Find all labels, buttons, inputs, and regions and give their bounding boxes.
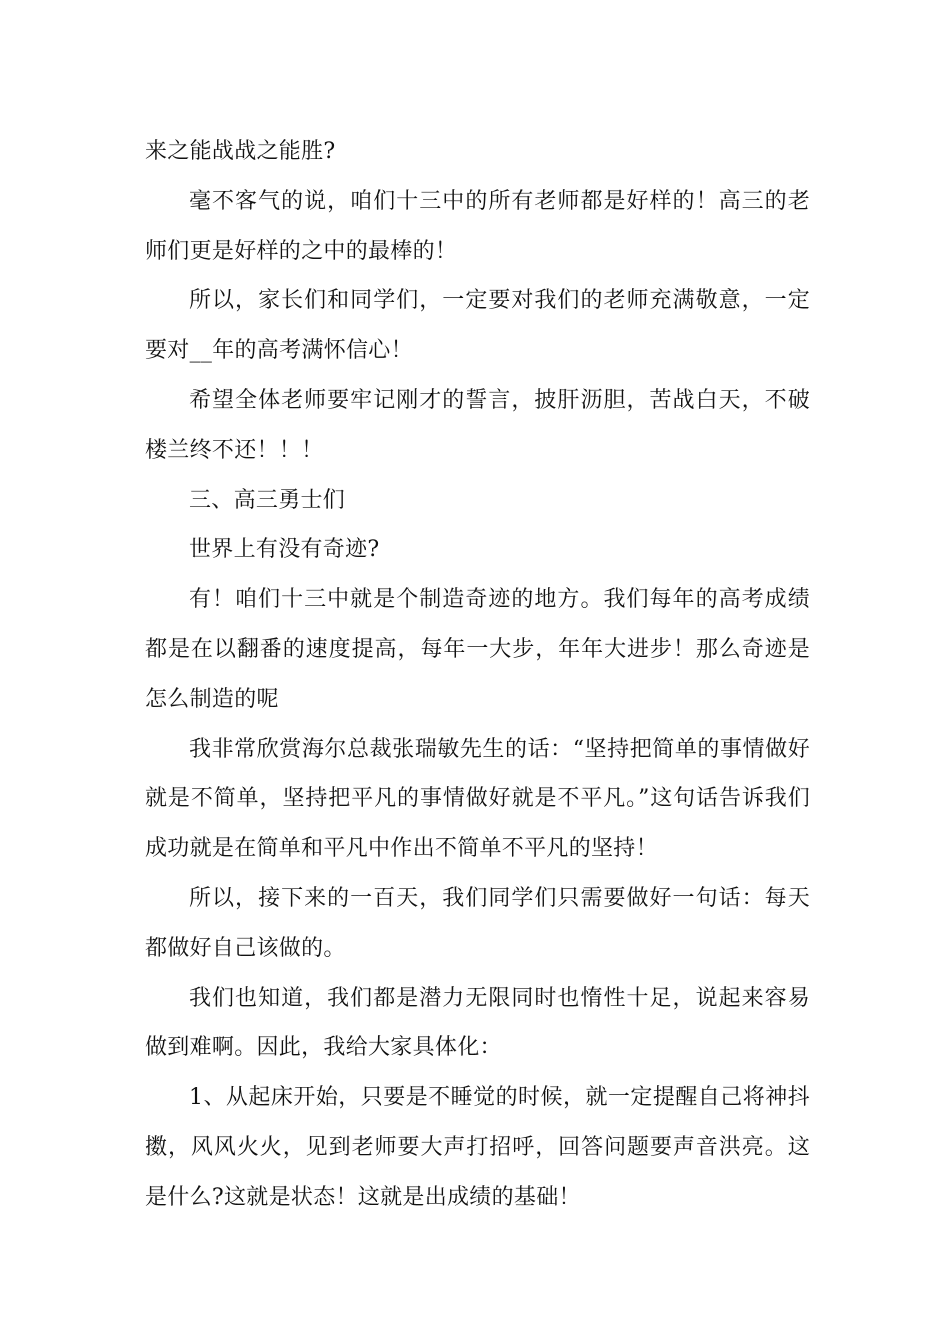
paragraph-miracle-school: 有！咱们十三中就是个制造奇迹的地方。我们每年的高考成绩都是在以翻番的速度提高，每年一大步，年年大进步！那么奇迹是怎么制造的呢 [145, 587, 810, 712]
paragraph-quote: 我非常欣赏海尔总裁张瑞敏先生的话：“坚持把简单的事情做好就是不简单，坚持把平凡的事情做好就是不平凡。”这句话告诉我们成功就是在简单和平凡中作出不简单不平凡的坚持！ [145, 736, 810, 862]
document-body [145, 127, 810, 1223]
paragraph-item-1: 1、从起床开始，只要是不睡觉的时候，就一定提醒自己将神抖擞，风风火火，见到老师要大声打招呼，回答问题要声音洪亮。这是什么?这就是状态！这就是出成绩的基础！ [145, 1085, 810, 1210]
paragraph-inertia: 我们也知道，我们都是潜力无限同时也惰性十足，说起来容易做到难啊。因此，我给大家具体化： [145, 985, 810, 1061]
paragraph-teachers-praise: 毫不客气的说，咱们十三中的所有老师都是好样的！高三的老师们更是好样的之中的最棒的！ [145, 188, 810, 264]
paragraph-miracle-question: 世界上有没有奇迹? [189, 537, 380, 563]
paragraph-teachers-oath: 希望全体老师要牢记刚才的誓言，披肝沥胆，苦战白天，不破楼兰终不还！！！ [145, 387, 810, 463]
paragraph-respect-confidence: 所以，家长们和同学们，一定要对我们的老师充满敬意，一定要对__年的高考满怀信心！ [145, 288, 810, 364]
section-heading-students: 三、高三勇士们 [189, 487, 346, 513]
paragraph-hundred-days: 所以，接下来的一百天，我们同学们只需要做好一句话：每天都做好自己该做的。 [145, 885, 810, 961]
paragraph-continuation: 来之能战战之能胜? [145, 139, 336, 164]
